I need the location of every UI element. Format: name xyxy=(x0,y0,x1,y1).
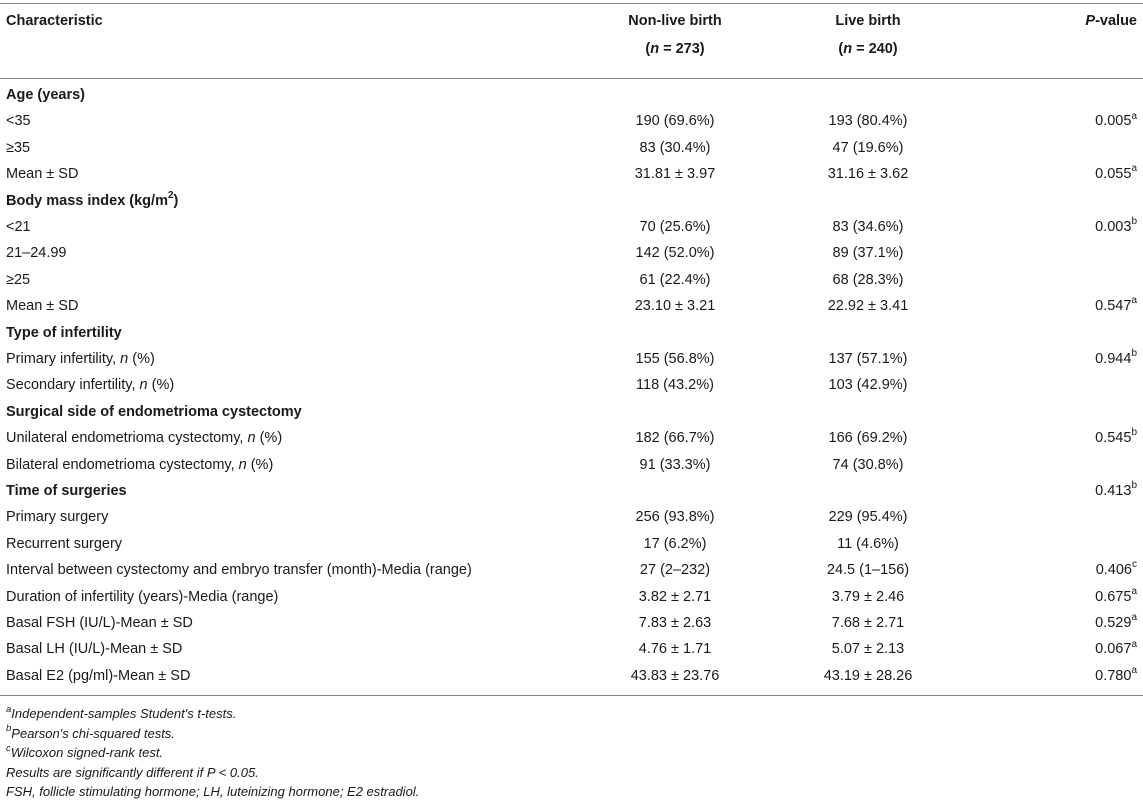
cell-nonlive-birth: 91 (33.3%) xyxy=(639,456,711,473)
row-label xyxy=(6,452,273,478)
table-row xyxy=(0,161,1143,187)
p-value-footnote-marker: b xyxy=(1131,348,1137,360)
table-row xyxy=(0,531,1143,557)
footnote-text: Pearson's chi-squared tests. xyxy=(11,725,175,741)
table-row xyxy=(0,504,1143,530)
row-label-suffix: (%) xyxy=(147,377,175,394)
cell-nonlive-birth: 256 (93.8%) xyxy=(635,509,715,526)
header-live: Live birth xyxy=(835,13,901,29)
row-label-text: Mean ± SD xyxy=(6,166,79,183)
row-label xyxy=(6,346,155,372)
p-value-footnote-marker: c xyxy=(1132,559,1137,571)
row-label-text: Age (years) xyxy=(6,87,85,103)
p-value-text: 0.406 xyxy=(1095,562,1132,579)
row-label-superscript: 2 xyxy=(167,189,174,201)
row-label-text: <35 xyxy=(6,113,31,130)
cell-live-birth: 31.16 ± 3.62 xyxy=(827,166,909,183)
table-row xyxy=(0,452,1143,478)
cell-nonlive-birth: 190 (69.6%) xyxy=(635,113,715,130)
cell-p-value xyxy=(1095,425,1137,451)
section-label xyxy=(6,82,85,108)
table-row xyxy=(0,267,1143,293)
cell-p-value xyxy=(1095,346,1137,372)
header-characteristic: Characteristic xyxy=(6,13,103,29)
table-row xyxy=(0,610,1143,636)
footnote xyxy=(6,724,175,744)
row-label-text: ≥25 xyxy=(6,271,31,288)
cell-p-value xyxy=(1095,663,1137,689)
cell-nonlive-birth: 7.83 ± 2.63 xyxy=(638,615,712,631)
footnote-marker: c xyxy=(6,742,11,754)
cell-nonlive-birth: 182 (66.7%) xyxy=(635,430,715,447)
section-heading-row xyxy=(0,82,1143,108)
header-pvalue xyxy=(1085,8,1137,34)
p-value-footnote-marker: a xyxy=(1131,664,1137,676)
cell-nonlive-birth: 61 (22.4%) xyxy=(639,271,711,288)
p-value-text: 0.067 xyxy=(1095,641,1132,658)
cell-live-birth: 47 (19.6%) xyxy=(832,139,904,156)
row-label-text: Time of surgeries xyxy=(6,483,127,499)
header-pvalue-rest: -value xyxy=(1095,13,1137,29)
cell-live-birth: 74 (30.8%) xyxy=(832,456,904,473)
p-value-footnote-marker: a xyxy=(1131,612,1137,624)
cell-live-birth: 7.68 ± 2.71 xyxy=(831,615,905,631)
table-row xyxy=(0,425,1143,451)
cell-p-value xyxy=(1095,584,1137,610)
row-label xyxy=(6,372,174,398)
row-label-suffix: (%) xyxy=(246,456,274,473)
row-label-text: Primary infertility, xyxy=(6,351,121,367)
row-label-suffix: (%) xyxy=(255,430,283,447)
header-pvalue-p: P xyxy=(1085,13,1096,29)
cell-p-value xyxy=(1095,610,1137,636)
p-value-footnote-marker: a xyxy=(1131,110,1137,122)
footnote-text: Independent-samples Student's t-tests. xyxy=(11,706,237,721)
cell-live-birth: 103 (42.9%) xyxy=(828,377,908,394)
p-value-footnote-marker: b xyxy=(1131,480,1137,492)
cell-live-birth: 89 (37.1%) xyxy=(832,245,904,262)
row-label-suffix: ) xyxy=(173,192,179,209)
footnote-text: FSH, follicle stimulating hormone; LH, luteinizing hormone; E2 estradiol. xyxy=(6,784,420,799)
cell-nonlive-birth: 142 (52.0%) xyxy=(635,245,715,262)
row-label xyxy=(6,161,78,187)
row-label-text: Bilateral endometrioma cystectomy, xyxy=(6,456,239,473)
cell-p-value xyxy=(1095,293,1137,319)
p-value-text: 0.003 xyxy=(1095,219,1132,235)
cell-live-birth: 166 (69.2%) xyxy=(828,430,908,447)
row-label xyxy=(6,214,31,240)
footnote-text: Results are significantly different if P < 0.05. xyxy=(6,764,259,780)
cell-nonlive-birth: 70 (25.6%) xyxy=(639,219,711,235)
footnote xyxy=(6,743,163,763)
p-value-text: 0.413 xyxy=(1095,483,1132,499)
section-label xyxy=(6,478,127,504)
table-bottom-rule xyxy=(0,695,1143,696)
row-label-text: Duration of infertility (years)-Media (range) xyxy=(6,588,279,605)
header-rule xyxy=(0,78,1143,79)
cell-nonlive-birth: 4.76 ± 1.71 xyxy=(638,641,712,658)
p-value-footnote-marker: b xyxy=(1131,216,1137,228)
header-nonlive-n: (n = 273) xyxy=(645,41,705,57)
p-value-footnote-marker: a xyxy=(1131,585,1137,597)
cell-live-birth: 68 (28.3%) xyxy=(832,271,904,288)
p-value-text: 0.675 xyxy=(1095,588,1132,605)
row-label xyxy=(6,267,30,293)
row-label-text: Basal E2 (pg/ml)-Mean ± SD xyxy=(6,667,191,684)
cell-p-value xyxy=(1095,636,1137,662)
row-label-text: 21–24.99 xyxy=(6,245,67,262)
table-header-row xyxy=(0,8,1143,34)
cell-p-value xyxy=(1095,478,1137,504)
table-row xyxy=(0,636,1143,662)
table-top-rule xyxy=(0,3,1143,4)
row-label xyxy=(6,531,122,557)
cell-nonlive-birth: 27 (2–232) xyxy=(639,562,711,579)
p-value-footnote-marker: a xyxy=(1131,638,1137,650)
p-value-text: 0.055 xyxy=(1095,166,1132,183)
row-label xyxy=(6,504,108,530)
row-label-text: ≥35 xyxy=(6,139,31,156)
cell-p-value xyxy=(1096,557,1137,583)
footnote-marker: b xyxy=(6,723,12,735)
table-header-subrow xyxy=(0,36,1143,62)
cell-nonlive-birth: 43.83 ± 23.76 xyxy=(630,667,720,684)
cell-live-birth: 11 (4.6%) xyxy=(837,535,899,552)
header-live-n: (n = 240) xyxy=(838,41,898,57)
table-row xyxy=(0,663,1143,689)
row-label xyxy=(6,108,31,134)
section-label xyxy=(6,399,302,425)
p-value-text: 0.547 xyxy=(1095,298,1132,315)
section-heading-row xyxy=(0,320,1143,346)
table-row xyxy=(0,293,1143,319)
cell-p-value xyxy=(1095,108,1137,134)
table-row xyxy=(0,135,1143,161)
table-row xyxy=(0,346,1143,372)
table-row xyxy=(0,557,1143,583)
row-label-text: Mean ± SD xyxy=(6,298,79,315)
row-label-italic: n xyxy=(139,377,148,394)
cell-nonlive-birth: 17 (6.2%) xyxy=(643,535,707,552)
p-value-footnote-marker: a xyxy=(1131,163,1137,175)
row-label xyxy=(6,293,78,319)
row-label-text: Unilateral endometrioma cystectomy, xyxy=(6,430,248,447)
row-label-italic: n xyxy=(120,351,129,367)
section-heading-row xyxy=(0,478,1143,504)
footnote xyxy=(6,763,259,783)
footnote-marker: a xyxy=(6,703,12,715)
row-label xyxy=(6,636,182,662)
cell-live-birth: 24.5 (1–156) xyxy=(826,562,910,579)
cell-nonlive-birth: 31.81 ± 3.97 xyxy=(634,166,716,183)
row-label xyxy=(6,610,193,636)
p-value-footnote-marker: b xyxy=(1131,427,1137,439)
table-row xyxy=(0,240,1143,266)
p-value-text: 0.529 xyxy=(1095,615,1132,631)
p-value-text: 0.944 xyxy=(1095,351,1132,367)
p-value-footnote-marker: a xyxy=(1131,295,1137,307)
header-live-n-value: 240 xyxy=(868,41,893,57)
row-label-text: <21 xyxy=(6,219,31,235)
row-label xyxy=(6,135,30,161)
table-row xyxy=(0,214,1143,240)
section-label xyxy=(6,320,122,346)
cell-live-birth: 229 (95.4%) xyxy=(828,509,908,526)
row-label xyxy=(6,240,66,266)
row-label-italic: n xyxy=(238,456,247,473)
p-value-text: 0.780 xyxy=(1095,667,1132,684)
cell-live-birth: 5.07 ± 2.13 xyxy=(831,641,905,658)
row-label-text: Primary surgery xyxy=(6,509,109,526)
row-label-text: Surgical side of endometrioma cystectomy xyxy=(6,403,302,420)
cell-live-birth: 83 (34.6%) xyxy=(832,219,904,235)
table-row xyxy=(0,108,1143,134)
cell-live-birth: 193 (80.4%) xyxy=(828,113,908,130)
row-label-text: Basal FSH (IU/L)-Mean ± SD xyxy=(6,615,193,631)
footnote xyxy=(6,704,236,724)
cell-nonlive-birth: 118 (43.2%) xyxy=(636,377,714,394)
footnote xyxy=(6,782,419,802)
cell-live-birth: 137 (57.1%) xyxy=(828,351,908,367)
table-row xyxy=(0,372,1143,398)
cell-nonlive-birth: 3.82 ± 2.71 xyxy=(638,588,712,605)
table-row xyxy=(0,584,1143,610)
row-label-suffix: (%) xyxy=(128,351,155,367)
row-label xyxy=(6,557,472,583)
section-heading-row xyxy=(0,399,1143,425)
cell-nonlive-birth: 23.10 ± 3.21 xyxy=(634,298,716,315)
section-heading-row xyxy=(0,188,1143,214)
row-label xyxy=(6,663,190,689)
row-label-text: Type of infertility xyxy=(6,324,122,341)
row-label xyxy=(6,584,278,610)
cell-nonlive-birth: 83 (30.4%) xyxy=(639,139,711,156)
row-label-text: Recurrent surgery xyxy=(6,535,123,552)
row-label-text: Basal LH (IU/L)-Mean ± SD xyxy=(6,641,183,658)
cell-p-value xyxy=(1095,161,1137,187)
row-label-italic: n xyxy=(247,430,256,447)
cell-live-birth: 43.19 ± 28.26 xyxy=(823,667,913,684)
p-value-text: 0.005 xyxy=(1095,113,1132,130)
row-label-text: Secondary infertility, xyxy=(6,377,140,394)
header-nonlive: Non-live birth xyxy=(628,13,722,29)
section-label xyxy=(6,188,178,214)
footnote-text: Wilcoxon signed-rank test. xyxy=(10,745,164,760)
cell-live-birth: 22.92 ± 3.41 xyxy=(827,298,909,315)
row-label-text: Interval between cystectomy and embryo transfer (month)-Media (range) xyxy=(6,562,472,579)
row-label-text: Body mass index (kg/m xyxy=(6,192,168,209)
header-nonlive-n-value: 273 xyxy=(675,41,700,57)
row-label xyxy=(6,425,282,451)
cell-nonlive-birth: 155 (56.8%) xyxy=(635,351,715,367)
p-value-text: 0.545 xyxy=(1095,430,1132,447)
cell-p-value xyxy=(1095,214,1137,240)
cell-live-birth: 3.79 ± 2.46 xyxy=(831,588,905,605)
